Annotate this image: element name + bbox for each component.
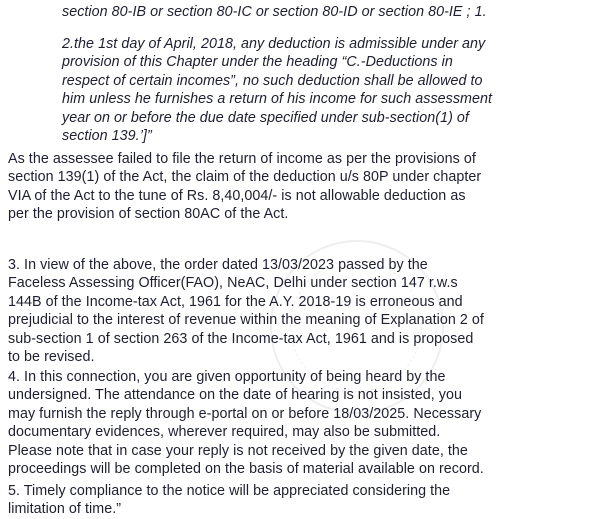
paragraph-3: 3. In view of the above, the order dated 13/03/2023 passed by the Faceless Assessing Officer(FAO), NeAC, Delhi under section 147 r.w.s 144B of the Income-tax Act, 1961 for the A.Y. 2018-19 is erroneous and prejudicial to the interest of revenue within the meaning of Explanation 2 of sub-section 1 of section 263 of the Income-tax Act, 1961 and is proposed to be revised. [8,257,484,366]
assessee-paragraph: As the assessee failed to file the return of income as per the provisions of section 139(1) of the Act, the claim of the deduction u/s 80P under chapter VIA of the Act to the tune of Rs. 8,40,004/- is not allowable deduction as per the provision of section 80AC of the Act. [8,151,482,223]
paragraph-4: 4. In this connection, you are given opportunity of being heard by the undersigned. The attendance on the date of hearing is not insisted, you may furnish the reply through e-portal on or before 18/03/2025. Necessary documentary evidences, wherever required, may also be submitted. Please note that in case your reply is not received by the given date, the proceedings will be completed on the basis of material available on record. [8,369,484,478]
quote-clause-2: 2.the 1st day of April, 2018, any deduction is admissible under any provision of this Chapter under the heading “C.-Deductions in respect of certain incomes”, no such deduction shall be allowed to him unless he furnishes a return of his income for such assessment year on or before the due date specified under sub-section(1) of section 139.’]” [62,36,493,145]
paragraph-5: 5. Timely compliance to the notice will be appreciated considering the limitation of time.” [8,483,451,518]
quote-continuation-line: section 80-IB or section 80-IC or section 80-ID or section 80-IE ; 1. [62,4,487,20]
